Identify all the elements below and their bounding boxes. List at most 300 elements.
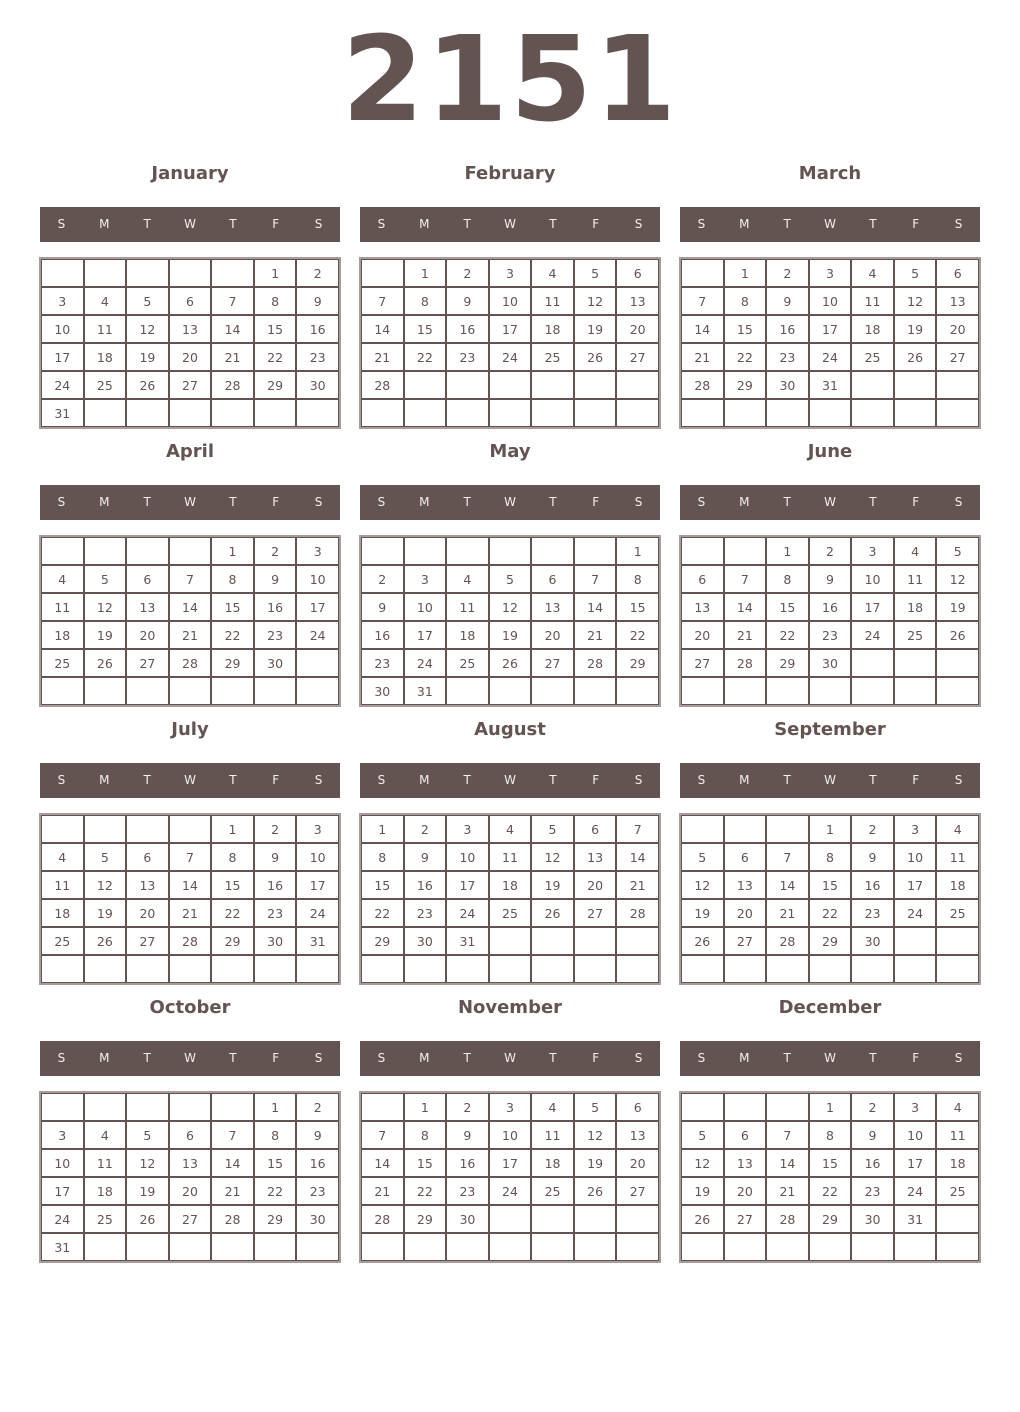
day-cell[interactable]: 20	[724, 1177, 767, 1205]
day-cell[interactable]: 25	[84, 1205, 127, 1233]
day-cell[interactable]	[766, 1093, 809, 1121]
day-cell[interactable]: 13	[616, 1121, 659, 1149]
day-cell[interactable]: 16	[296, 315, 339, 343]
day-cell[interactable]: 2	[296, 1093, 339, 1121]
day-cell[interactable]: 31	[404, 677, 447, 705]
day-cell[interactable]	[169, 815, 212, 843]
day-cell[interactable]	[936, 677, 979, 705]
day-cell[interactable]: 20	[936, 315, 979, 343]
day-cell[interactable]	[126, 677, 169, 705]
day-cell[interactable]: 18	[446, 621, 489, 649]
day-cell[interactable]: 21	[681, 343, 724, 371]
day-cell[interactable]: 26	[936, 621, 979, 649]
day-cell[interactable]: 30	[809, 649, 852, 677]
day-cell[interactable]: 7	[361, 287, 404, 315]
day-cell[interactable]: 4	[851, 259, 894, 287]
day-cell[interactable]: 3	[296, 815, 339, 843]
day-cell[interactable]	[894, 955, 937, 983]
day-cell[interactable]: 30	[404, 927, 447, 955]
day-cell[interactable]: 25	[936, 1177, 979, 1205]
day-cell[interactable]: 31	[41, 399, 84, 427]
day-cell[interactable]: 14	[681, 315, 724, 343]
day-cell[interactable]: 28	[681, 371, 724, 399]
day-cell[interactable]: 26	[84, 649, 127, 677]
day-cell[interactable]: 22	[809, 899, 852, 927]
day-cell[interactable]	[681, 399, 724, 427]
day-cell[interactable]: 18	[851, 315, 894, 343]
day-cell[interactable]: 7	[574, 565, 617, 593]
day-cell[interactable]: 30	[851, 927, 894, 955]
day-cell[interactable]: 22	[724, 343, 767, 371]
day-cell[interactable]	[574, 1233, 617, 1261]
day-cell[interactable]: 8	[809, 843, 852, 871]
day-cell[interactable]: 1	[766, 537, 809, 565]
day-cell[interactable]: 9	[361, 593, 404, 621]
day-cell[interactable]: 28	[574, 649, 617, 677]
day-cell[interactable]	[84, 677, 127, 705]
day-cell[interactable]: 2	[254, 537, 297, 565]
day-cell[interactable]: 3	[41, 1121, 84, 1149]
day-cell[interactable]	[616, 399, 659, 427]
day-cell[interactable]	[446, 1233, 489, 1261]
day-cell[interactable]: 16	[809, 593, 852, 621]
day-cell[interactable]: 27	[936, 343, 979, 371]
day-cell[interactable]	[936, 371, 979, 399]
day-cell[interactable]	[894, 399, 937, 427]
day-cell[interactable]: 15	[809, 871, 852, 899]
day-cell[interactable]: 9	[446, 287, 489, 315]
day-cell[interactable]	[766, 955, 809, 983]
day-cell[interactable]: 17	[296, 871, 339, 899]
day-cell[interactable]: 24	[894, 899, 937, 927]
day-cell[interactable]: 15	[254, 315, 297, 343]
day-cell[interactable]: 29	[809, 1205, 852, 1233]
day-cell[interactable]	[296, 1233, 339, 1261]
day-cell[interactable]: 12	[531, 843, 574, 871]
day-cell[interactable]	[446, 399, 489, 427]
day-cell[interactable]	[84, 1093, 127, 1121]
day-cell[interactable]: 25	[446, 649, 489, 677]
day-cell[interactable]: 5	[489, 565, 532, 593]
day-cell[interactable]: 7	[616, 815, 659, 843]
day-cell[interactable]: 15	[616, 593, 659, 621]
day-cell[interactable]	[851, 677, 894, 705]
day-cell[interactable]: 24	[41, 371, 84, 399]
day-cell[interactable]	[936, 649, 979, 677]
day-cell[interactable]	[296, 649, 339, 677]
day-cell[interactable]	[851, 371, 894, 399]
day-cell[interactable]: 14	[169, 593, 212, 621]
day-cell[interactable]: 9	[404, 843, 447, 871]
day-cell[interactable]: 3	[296, 537, 339, 565]
day-cell[interactable]: 7	[169, 565, 212, 593]
day-cell[interactable]	[84, 537, 127, 565]
day-cell[interactable]: 11	[531, 1121, 574, 1149]
day-cell[interactable]: 14	[169, 871, 212, 899]
day-cell[interactable]	[574, 371, 617, 399]
day-cell[interactable]: 18	[894, 593, 937, 621]
day-cell[interactable]: 9	[296, 287, 339, 315]
day-cell[interactable]	[296, 399, 339, 427]
day-cell[interactable]	[446, 371, 489, 399]
day-cell[interactable]: 19	[126, 343, 169, 371]
day-cell[interactable]: 28	[766, 1205, 809, 1233]
day-cell[interactable]: 24	[489, 1177, 532, 1205]
day-cell[interactable]: 27	[574, 899, 617, 927]
day-cell[interactable]	[809, 677, 852, 705]
day-cell[interactable]: 19	[574, 1149, 617, 1177]
day-cell[interactable]	[446, 677, 489, 705]
day-cell[interactable]: 26	[531, 899, 574, 927]
day-cell[interactable]: 10	[894, 1121, 937, 1149]
day-cell[interactable]: 6	[169, 287, 212, 315]
day-cell[interactable]: 27	[616, 343, 659, 371]
day-cell[interactable]	[489, 1233, 532, 1261]
day-cell[interactable]: 19	[681, 899, 724, 927]
day-cell[interactable]: 19	[531, 871, 574, 899]
day-cell[interactable]: 4	[489, 815, 532, 843]
day-cell[interactable]	[126, 537, 169, 565]
day-cell[interactable]	[936, 1233, 979, 1261]
day-cell[interactable]: 25	[531, 1177, 574, 1205]
day-cell[interactable]: 23	[851, 899, 894, 927]
day-cell[interactable]	[211, 955, 254, 983]
day-cell[interactable]: 19	[936, 593, 979, 621]
day-cell[interactable]: 7	[766, 843, 809, 871]
day-cell[interactable]: 16	[446, 315, 489, 343]
day-cell[interactable]: 13	[531, 593, 574, 621]
day-cell[interactable]: 8	[211, 843, 254, 871]
day-cell[interactable]	[169, 399, 212, 427]
day-cell[interactable]: 22	[254, 1177, 297, 1205]
day-cell[interactable]	[404, 1233, 447, 1261]
day-cell[interactable]	[126, 259, 169, 287]
day-cell[interactable]: 20	[169, 1177, 212, 1205]
day-cell[interactable]	[169, 1233, 212, 1261]
day-cell[interactable]: 11	[489, 843, 532, 871]
day-cell[interactable]: 25	[531, 343, 574, 371]
day-cell[interactable]: 18	[936, 1149, 979, 1177]
day-cell[interactable]: 8	[809, 1121, 852, 1149]
day-cell[interactable]	[254, 399, 297, 427]
day-cell[interactable]: 9	[851, 843, 894, 871]
day-cell[interactable]	[616, 955, 659, 983]
day-cell[interactable]	[851, 649, 894, 677]
day-cell[interactable]	[574, 399, 617, 427]
day-cell[interactable]: 8	[361, 843, 404, 871]
day-cell[interactable]: 5	[936, 537, 979, 565]
day-cell[interactable]: 3	[809, 259, 852, 287]
day-cell[interactable]	[574, 927, 617, 955]
day-cell[interactable]: 22	[211, 621, 254, 649]
day-cell[interactable]	[126, 1233, 169, 1261]
day-cell[interactable]	[446, 537, 489, 565]
day-cell[interactable]: 12	[894, 287, 937, 315]
day-cell[interactable]: 4	[84, 287, 127, 315]
day-cell[interactable]: 1	[724, 259, 767, 287]
day-cell[interactable]: 26	[574, 343, 617, 371]
day-cell[interactable]: 1	[404, 259, 447, 287]
day-cell[interactable]: 29	[809, 927, 852, 955]
day-cell[interactable]: 21	[361, 343, 404, 371]
day-cell[interactable]	[894, 927, 937, 955]
day-cell[interactable]: 5	[574, 259, 617, 287]
day-cell[interactable]	[531, 1233, 574, 1261]
day-cell[interactable]: 21	[766, 899, 809, 927]
day-cell[interactable]: 12	[126, 1149, 169, 1177]
day-cell[interactable]	[489, 1205, 532, 1233]
day-cell[interactable]: 30	[851, 1205, 894, 1233]
day-cell[interactable]: 7	[169, 843, 212, 871]
day-cell[interactable]: 17	[489, 1149, 532, 1177]
day-cell[interactable]: 13	[574, 843, 617, 871]
day-cell[interactable]	[404, 955, 447, 983]
day-cell[interactable]: 23	[851, 1177, 894, 1205]
day-cell[interactable]: 3	[894, 815, 937, 843]
day-cell[interactable]: 5	[681, 843, 724, 871]
day-cell[interactable]: 16	[254, 593, 297, 621]
day-cell[interactable]: 13	[724, 1149, 767, 1177]
day-cell[interactable]: 13	[169, 315, 212, 343]
day-cell[interactable]: 28	[724, 649, 767, 677]
day-cell[interactable]: 17	[404, 621, 447, 649]
day-cell[interactable]: 8	[254, 287, 297, 315]
day-cell[interactable]: 17	[41, 1177, 84, 1205]
day-cell[interactable]: 4	[531, 1093, 574, 1121]
day-cell[interactable]	[169, 1093, 212, 1121]
day-cell[interactable]: 18	[84, 1177, 127, 1205]
day-cell[interactable]: 28	[616, 899, 659, 927]
day-cell[interactable]: 2	[446, 1093, 489, 1121]
day-cell[interactable]	[169, 955, 212, 983]
day-cell[interactable]: 2	[254, 815, 297, 843]
day-cell[interactable]	[41, 259, 84, 287]
day-cell[interactable]: 14	[766, 871, 809, 899]
day-cell[interactable]: 10	[296, 843, 339, 871]
day-cell[interactable]: 30	[766, 371, 809, 399]
day-cell[interactable]: 23	[766, 343, 809, 371]
day-cell[interactable]: 18	[41, 899, 84, 927]
day-cell[interactable]: 18	[84, 343, 127, 371]
day-cell[interactable]: 8	[211, 565, 254, 593]
day-cell[interactable]: 13	[681, 593, 724, 621]
day-cell[interactable]: 9	[809, 565, 852, 593]
day-cell[interactable]: 10	[296, 565, 339, 593]
day-cell[interactable]: 31	[296, 927, 339, 955]
day-cell[interactable]: 14	[724, 593, 767, 621]
day-cell[interactable]	[404, 371, 447, 399]
day-cell[interactable]	[574, 677, 617, 705]
day-cell[interactable]: 15	[404, 1149, 447, 1177]
day-cell[interactable]: 17	[41, 343, 84, 371]
day-cell[interactable]: 17	[446, 871, 489, 899]
day-cell[interactable]: 25	[84, 371, 127, 399]
day-cell[interactable]: 28	[211, 1205, 254, 1233]
day-cell[interactable]	[446, 955, 489, 983]
day-cell[interactable]: 10	[809, 287, 852, 315]
day-cell[interactable]: 15	[766, 593, 809, 621]
day-cell[interactable]: 1	[211, 537, 254, 565]
day-cell[interactable]: 12	[574, 1121, 617, 1149]
day-cell[interactable]: 2	[361, 565, 404, 593]
day-cell[interactable]	[724, 1093, 767, 1121]
day-cell[interactable]: 11	[446, 593, 489, 621]
day-cell[interactable]: 1	[361, 815, 404, 843]
day-cell[interactable]: 19	[681, 1177, 724, 1205]
day-cell[interactable]: 30	[254, 927, 297, 955]
day-cell[interactable]	[681, 677, 724, 705]
day-cell[interactable]: 25	[894, 621, 937, 649]
day-cell[interactable]: 16	[254, 871, 297, 899]
day-cell[interactable]: 6	[724, 843, 767, 871]
day-cell[interactable]: 23	[361, 649, 404, 677]
day-cell[interactable]	[296, 955, 339, 983]
day-cell[interactable]: 27	[724, 927, 767, 955]
day-cell[interactable]: 15	[254, 1149, 297, 1177]
day-cell[interactable]	[361, 955, 404, 983]
day-cell[interactable]: 25	[936, 899, 979, 927]
day-cell[interactable]: 16	[851, 871, 894, 899]
day-cell[interactable]: 4	[936, 815, 979, 843]
day-cell[interactable]	[936, 399, 979, 427]
day-cell[interactable]	[489, 399, 532, 427]
day-cell[interactable]	[361, 259, 404, 287]
day-cell[interactable]: 7	[681, 287, 724, 315]
day-cell[interactable]: 29	[361, 927, 404, 955]
day-cell[interactable]: 23	[296, 1177, 339, 1205]
day-cell[interactable]: 27	[126, 649, 169, 677]
day-cell[interactable]: 24	[851, 621, 894, 649]
day-cell[interactable]: 22	[254, 343, 297, 371]
day-cell[interactable]: 22	[361, 899, 404, 927]
day-cell[interactable]: 12	[489, 593, 532, 621]
day-cell[interactable]	[126, 399, 169, 427]
day-cell[interactable]: 10	[894, 843, 937, 871]
day-cell[interactable]: 13	[616, 287, 659, 315]
day-cell[interactable]: 19	[894, 315, 937, 343]
day-cell[interactable]: 27	[169, 1205, 212, 1233]
day-cell[interactable]: 2	[851, 815, 894, 843]
day-cell[interactable]: 4	[531, 259, 574, 287]
day-cell[interactable]: 28	[361, 371, 404, 399]
day-cell[interactable]	[616, 1205, 659, 1233]
day-cell[interactable]: 22	[404, 1177, 447, 1205]
day-cell[interactable]	[936, 927, 979, 955]
day-cell[interactable]: 1	[211, 815, 254, 843]
day-cell[interactable]: 11	[41, 593, 84, 621]
day-cell[interactable]	[489, 537, 532, 565]
day-cell[interactable]	[894, 371, 937, 399]
day-cell[interactable]: 13	[724, 871, 767, 899]
day-cell[interactable]: 20	[126, 621, 169, 649]
day-cell[interactable]: 28	[169, 927, 212, 955]
day-cell[interactable]: 17	[296, 593, 339, 621]
day-cell[interactable]	[894, 1233, 937, 1261]
day-cell[interactable]: 11	[84, 1149, 127, 1177]
day-cell[interactable]: 24	[489, 343, 532, 371]
day-cell[interactable]: 28	[766, 927, 809, 955]
day-cell[interactable]: 23	[809, 621, 852, 649]
day-cell[interactable]: 5	[126, 1121, 169, 1149]
day-cell[interactable]: 21	[574, 621, 617, 649]
day-cell[interactable]: 27	[531, 649, 574, 677]
day-cell[interactable]: 22	[616, 621, 659, 649]
day-cell[interactable]: 24	[296, 899, 339, 927]
day-cell[interactable]: 29	[404, 1205, 447, 1233]
day-cell[interactable]: 18	[531, 1149, 574, 1177]
day-cell[interactable]: 27	[169, 371, 212, 399]
day-cell[interactable]: 16	[361, 621, 404, 649]
day-cell[interactable]	[84, 955, 127, 983]
day-cell[interactable]: 11	[851, 287, 894, 315]
day-cell[interactable]	[724, 955, 767, 983]
day-cell[interactable]: 6	[574, 815, 617, 843]
day-cell[interactable]: 5	[894, 259, 937, 287]
day-cell[interactable]	[489, 955, 532, 983]
day-cell[interactable]: 6	[936, 259, 979, 287]
day-cell[interactable]: 3	[489, 259, 532, 287]
day-cell[interactable]	[851, 399, 894, 427]
day-cell[interactable]: 16	[766, 315, 809, 343]
day-cell[interactable]: 15	[809, 1149, 852, 1177]
day-cell[interactable]: 27	[616, 1177, 659, 1205]
day-cell[interactable]: 12	[681, 871, 724, 899]
day-cell[interactable]	[84, 815, 127, 843]
day-cell[interactable]	[724, 537, 767, 565]
day-cell[interactable]: 10	[851, 565, 894, 593]
day-cell[interactable]: 30	[296, 371, 339, 399]
day-cell[interactable]: 14	[361, 315, 404, 343]
day-cell[interactable]: 6	[724, 1121, 767, 1149]
day-cell[interactable]	[41, 677, 84, 705]
day-cell[interactable]: 19	[84, 899, 127, 927]
day-cell[interactable]: 12	[936, 565, 979, 593]
day-cell[interactable]: 1	[809, 815, 852, 843]
day-cell[interactable]: 2	[446, 259, 489, 287]
day-cell[interactable]: 9	[254, 843, 297, 871]
day-cell[interactable]: 26	[126, 371, 169, 399]
day-cell[interactable]: 11	[936, 1121, 979, 1149]
day-cell[interactable]: 5	[126, 287, 169, 315]
day-cell[interactable]	[681, 1233, 724, 1261]
day-cell[interactable]: 14	[574, 593, 617, 621]
day-cell[interactable]: 21	[169, 621, 212, 649]
day-cell[interactable]: 21	[361, 1177, 404, 1205]
day-cell[interactable]: 31	[446, 927, 489, 955]
day-cell[interactable]	[254, 955, 297, 983]
day-cell[interactable]: 6	[681, 565, 724, 593]
day-cell[interactable]: 16	[851, 1149, 894, 1177]
day-cell[interactable]	[574, 1205, 617, 1233]
day-cell[interactable]: 23	[296, 343, 339, 371]
day-cell[interactable]: 28	[169, 649, 212, 677]
day-cell[interactable]: 5	[531, 815, 574, 843]
day-cell[interactable]	[361, 537, 404, 565]
day-cell[interactable]: 15	[724, 315, 767, 343]
day-cell[interactable]	[894, 649, 937, 677]
day-cell[interactable]	[126, 815, 169, 843]
day-cell[interactable]: 17	[489, 315, 532, 343]
day-cell[interactable]: 20	[681, 621, 724, 649]
day-cell[interactable]	[894, 677, 937, 705]
day-cell[interactable]: 14	[211, 1149, 254, 1177]
day-cell[interactable]: 29	[211, 649, 254, 677]
day-cell[interactable]	[766, 1233, 809, 1261]
day-cell[interactable]: 27	[126, 927, 169, 955]
day-cell[interactable]: 26	[681, 1205, 724, 1233]
day-cell[interactable]: 6	[616, 259, 659, 287]
day-cell[interactable]: 9	[254, 565, 297, 593]
